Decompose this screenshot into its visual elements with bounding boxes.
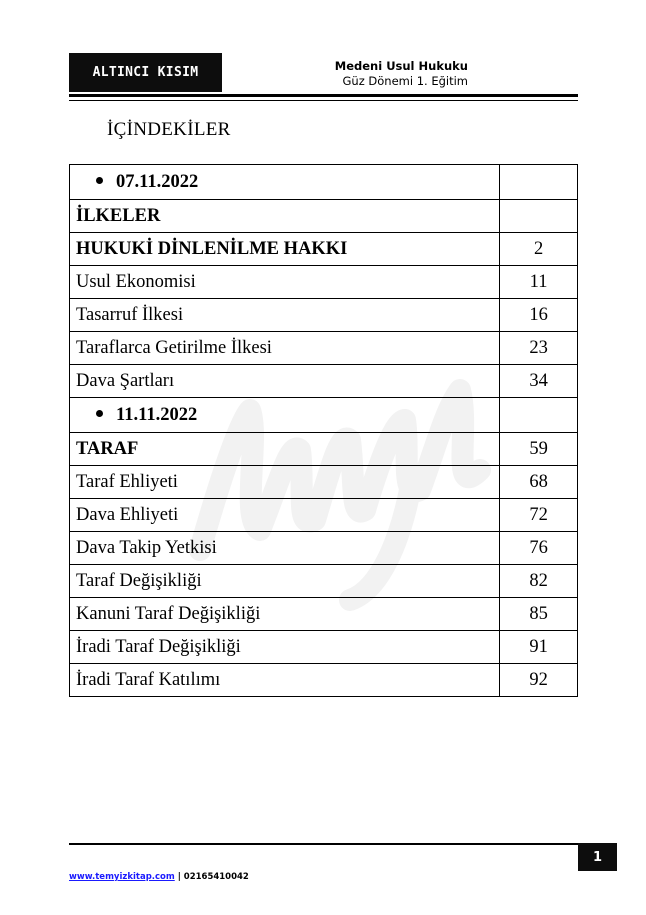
toc-heading: İÇİNDEKİLER [107, 119, 231, 140]
toc-row[interactable] [70, 532, 578, 565]
footer-separator: | [174, 872, 184, 882]
toc-entry-title: Dava Şartları [76, 370, 175, 391]
toc-entry-page [500, 200, 578, 233]
toc-entry-page: 76 [500, 532, 578, 565]
header-title: Medeni Usul Hukuku [334, 59, 468, 73]
header-subtitle: Güz Dönemi 1. Eğitim [342, 74, 468, 88]
toc-entry-title: Dava Ehliyeti [76, 504, 179, 525]
toc-entry-title: 07.11.2022 [116, 171, 199, 192]
toc-row[interactable] [70, 332, 578, 365]
toc-entry-title: İradi Taraf Değişikliği [76, 636, 241, 657]
toc-entry-title: Usul Ekonomisi [76, 271, 196, 292]
toc-entry-title: TARAF [76, 438, 139, 459]
toc-entry-title: HUKUKİ DİNLENİLME HAKKI [76, 238, 348, 259]
toc-entry-title: 11.11.2022 [116, 404, 198, 425]
toc-row[interactable] [70, 565, 578, 598]
page-number-box [578, 843, 617, 871]
toc-entry-page: 85 [500, 598, 578, 631]
toc-entry-title-cell [70, 233, 500, 266]
toc-entry-page [500, 398, 578, 433]
header-rule-thick [69, 94, 578, 97]
toc-entry-title: Dava Takip Yetkisi [76, 537, 217, 558]
toc-entry-title: Kanuni Taraf Değişikliği [76, 603, 261, 624]
toc-entry-title: İradi Taraf Katılımı [76, 669, 221, 690]
toc-entry-page: 11 [500, 266, 578, 299]
toc-row[interactable] [70, 200, 578, 233]
toc-entry-title: Tasarruf İlkesi [76, 304, 184, 325]
section-label: ALTINCI KISIM [92, 65, 199, 80]
toc-entry-page: 59 [500, 433, 578, 466]
toc-entry-page [500, 165, 578, 200]
toc-entry-title: Taraf Değişikliği [76, 570, 202, 591]
toc-entry-page: 68 [500, 466, 578, 499]
toc-entry-title-cell [70, 565, 500, 598]
toc-entry-title-cell [70, 598, 500, 631]
toc-row[interactable] [70, 398, 578, 433]
toc-entry-title-cell [70, 433, 500, 466]
toc-row[interactable] [70, 433, 578, 466]
toc-entry-title-cell [70, 266, 500, 299]
bullet-icon [96, 177, 103, 184]
toc-row[interactable] [70, 664, 578, 697]
toc-row[interactable] [70, 266, 578, 299]
toc-row[interactable] [70, 165, 578, 200]
bullet-icon [96, 410, 103, 417]
toc-entry-title-cell [70, 332, 500, 365]
toc-entry-page: 92 [500, 664, 578, 697]
toc-entry-page: 23 [500, 332, 578, 365]
toc-entry-page: 2 [500, 233, 578, 266]
website-link[interactable]: www.temyizkitap.com [69, 872, 175, 882]
phone-number: 02165410042 [183, 872, 249, 882]
toc-entry-title-cell [70, 466, 500, 499]
toc-entry-page: 72 [500, 499, 578, 532]
footer-rule [69, 843, 578, 845]
toc-entry-title-cell [70, 499, 500, 532]
toc-entry-page: 82 [500, 565, 578, 598]
toc-row[interactable] [70, 233, 578, 266]
section-label-box [69, 53, 222, 92]
toc-entry-title-cell [70, 398, 500, 433]
toc-row[interactable] [70, 299, 578, 332]
toc-entry-title: Taraflarca Getirilme İlkesi [76, 337, 272, 358]
toc-entry-page: 34 [500, 365, 578, 398]
footer-contact [69, 872, 249, 882]
toc-row[interactable] [70, 499, 578, 532]
toc-table [69, 164, 578, 697]
toc-row[interactable] [70, 631, 578, 664]
toc-entry-title-cell [70, 200, 500, 233]
toc-entry-page: 16 [500, 299, 578, 332]
page-number: 1 [592, 849, 603, 865]
header-titles [300, 59, 468, 89]
toc-entry-title-cell [70, 532, 500, 565]
toc-entry-title-cell [70, 165, 500, 200]
toc-entry-title-cell [70, 631, 500, 664]
toc-row[interactable] [70, 466, 578, 499]
toc-entry-title-cell [70, 299, 500, 332]
toc-entry-title-cell [70, 664, 500, 697]
toc-entry-page: 91 [500, 631, 578, 664]
toc-row[interactable] [70, 598, 578, 631]
toc-entry-title: Taraf Ehliyeti [76, 471, 178, 492]
toc-entry-title-cell [70, 365, 500, 398]
header-rule-thin [69, 100, 578, 101]
toc-entry-title: İLKELER [76, 205, 161, 226]
toc-row[interactable] [70, 365, 578, 398]
